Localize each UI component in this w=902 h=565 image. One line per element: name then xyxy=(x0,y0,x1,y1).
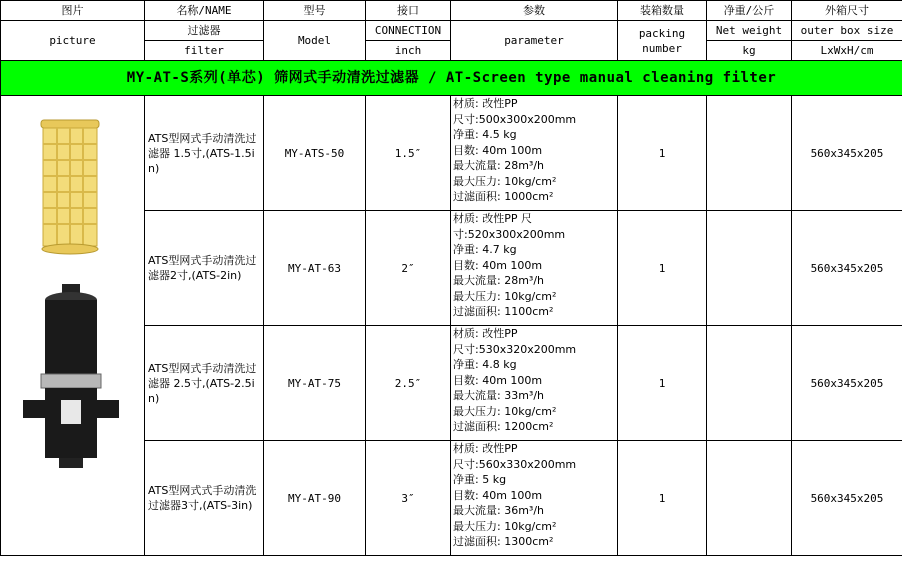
series-banner: MY-AT-S系列(单芯) 筛网式手动清洗过滤器 / AT-Screen type manual cleaning filter xyxy=(1,61,902,96)
header-parameter: 参数 xyxy=(451,1,618,21)
header-name-en: filter xyxy=(145,41,264,61)
param-line: 目数: 40m 100m xyxy=(453,488,543,502)
param-line: 过滤面积: 1200cm² xyxy=(453,420,554,433)
product-model: MY-AT-90 xyxy=(264,441,366,556)
header-row-cn xyxy=(1,1,902,21)
product-row-1 xyxy=(1,96,902,211)
header-connection: 接口 xyxy=(366,1,451,21)
product-model: MY-AT-63 xyxy=(264,211,366,326)
param-line: 净重: 4.5 kg xyxy=(453,128,517,141)
product-connection: 3″ xyxy=(366,441,451,556)
product-size: 560x345x205 xyxy=(792,326,902,441)
header-weight: 净重/公斤 xyxy=(707,1,792,21)
product-packing: 1 xyxy=(618,96,707,211)
product-params xyxy=(451,441,618,556)
param-line: 目数: 40m 100m xyxy=(453,373,543,387)
product-name: ATS型网式手动清洗过滤器 1.5寸,(ATS-1.5in) xyxy=(145,96,264,211)
param-line: 最大流量: 36m³/h xyxy=(453,504,545,517)
header-size-unit: LxWxH/cm xyxy=(792,41,902,61)
product-size: 560x345x205 xyxy=(792,211,902,326)
header-weight-en: Net weight xyxy=(707,21,792,41)
product-packing: 1 xyxy=(618,441,707,556)
header-weight-unit: kg xyxy=(707,41,792,61)
param-line: 目数: 40m 100m xyxy=(453,143,543,157)
header-picture: 图片 xyxy=(1,1,145,21)
product-params xyxy=(451,211,618,326)
header-parameter-en: parameter xyxy=(451,21,618,61)
header-name: 名称/NAME xyxy=(145,1,264,21)
product-images xyxy=(1,104,145,544)
param-line: 最大压力: 10kg/cm² xyxy=(453,404,557,418)
header-model: 型号 xyxy=(264,1,366,21)
product-weight xyxy=(707,211,792,326)
header-name-cn: 过滤器 xyxy=(145,21,264,41)
header-size-en: outer box size xyxy=(792,21,902,41)
param-line: 尺寸:530x320x200mm xyxy=(453,342,577,356)
header-packing: 装箱数量 xyxy=(618,1,707,21)
product-size: 560x345x205 xyxy=(792,96,902,211)
product-params xyxy=(451,326,618,441)
param-line: 净重: 4.7 kg xyxy=(453,243,517,256)
param-line: 目数: 40m 100m xyxy=(453,258,543,272)
header-model-en: Model xyxy=(264,21,366,61)
param-line: 过滤面积: 1100cm² xyxy=(453,305,554,318)
product-packing: 1 xyxy=(618,326,707,441)
product-connection: 2″ xyxy=(366,211,451,326)
product-model: MY-AT-75 xyxy=(264,326,366,441)
param-line: 最大压力: 10kg/cm² xyxy=(453,289,557,303)
series-banner-row xyxy=(1,61,902,96)
param-line: 净重: 5 kg xyxy=(453,473,507,486)
param-line: 材质: 改性PP 尺 xyxy=(453,212,532,225)
product-weight xyxy=(707,441,792,556)
product-connection: 2.5″ xyxy=(366,326,451,441)
product-params xyxy=(451,96,618,211)
header-packing-line2: number xyxy=(642,41,682,55)
product-weight xyxy=(707,326,792,441)
param-line: 材质: 改性PP xyxy=(453,97,518,110)
header-row-en-1 xyxy=(1,21,902,41)
product-weight xyxy=(707,96,792,211)
param-line: 尺寸:500x300x200mm xyxy=(453,112,577,126)
header-picture-en: picture xyxy=(1,21,145,61)
param-line: 过滤面积: 1000cm² xyxy=(453,190,554,203)
param-line: 过滤面积: 1300cm² xyxy=(453,535,554,548)
param-line: 寸:520x300x200mm xyxy=(453,227,566,241)
product-packing: 1 xyxy=(618,211,707,326)
header-connection-en: CONNECTION xyxy=(366,21,451,41)
yellow-screen-cartridge-image xyxy=(41,120,99,254)
black-filter-housing-image xyxy=(23,284,119,468)
product-name: ATS型网式手动清洗过滤器 2.5寸,(ATS-2.5in) xyxy=(145,326,264,441)
product-name: ATS型网式式手动清洗过滤器3寸,(ATS-3in) xyxy=(145,441,264,556)
param-line: 最大流量: 33m³/h xyxy=(453,389,545,402)
param-line: 最大流量: 28m³/h xyxy=(453,274,545,287)
product-model: MY-ATS-50 xyxy=(264,96,366,211)
product-size: 560x345x205 xyxy=(792,441,902,556)
header-connection-unit: inch xyxy=(366,41,451,61)
param-line: 材质: 改性PP xyxy=(453,442,518,455)
header-packing-line1: packing xyxy=(638,26,686,40)
param-line: 材质: 改性PP xyxy=(453,327,518,340)
header-packing-en xyxy=(618,21,707,61)
param-line: 最大压力: 10kg/cm² xyxy=(453,174,557,188)
picture-cell xyxy=(1,96,145,556)
param-line: 最大流量: 28m³/h xyxy=(453,159,545,172)
product-connection: 1.5″ xyxy=(366,96,451,211)
param-line: 最大压力: 10kg/cm² xyxy=(453,519,557,533)
header-size: 外箱尺寸 xyxy=(792,1,902,21)
product-name: ATS型网式手动清洗过滤器2寸,(ATS-2in) xyxy=(145,211,264,326)
param-line: 净重: 4.8 kg xyxy=(453,358,517,371)
param-line: 尺寸:560x330x200mm xyxy=(453,457,577,471)
